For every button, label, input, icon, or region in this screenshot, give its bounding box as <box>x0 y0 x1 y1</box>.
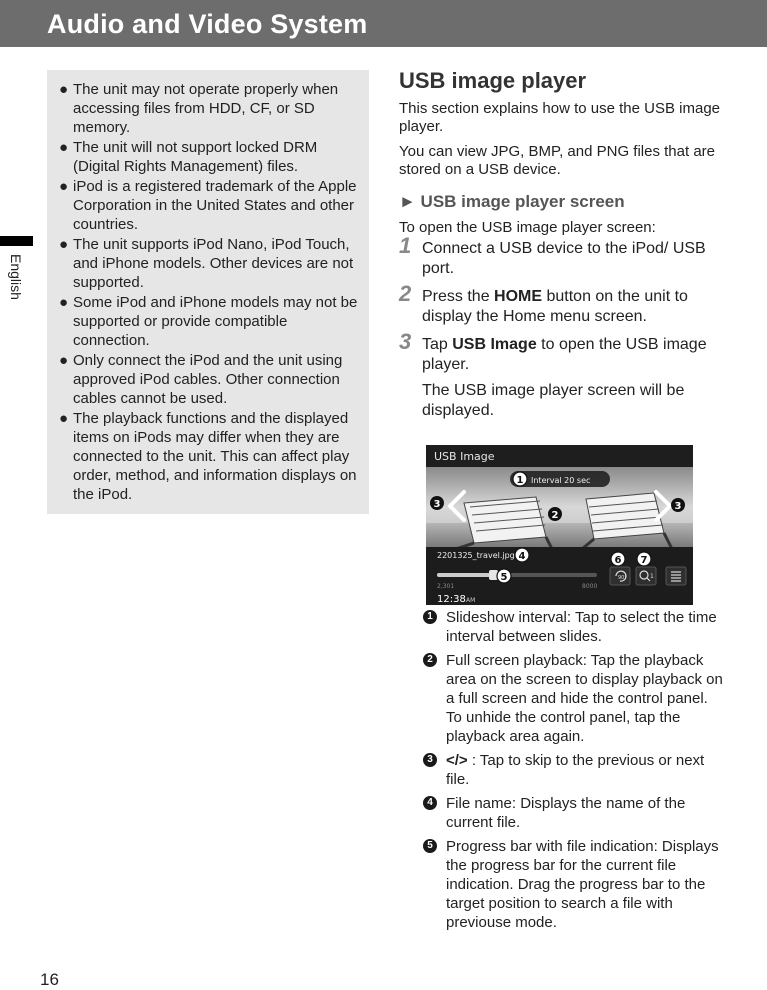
bullet-icon: ● <box>59 236 69 253</box>
clock-ampm: AM <box>466 597 476 604</box>
bullet-icon: ● <box>59 294 69 311</box>
side-tab-label: English <box>8 254 24 300</box>
zoom-label: 1 <box>650 573 654 580</box>
steps-lead: To open the USB image player screen: <box>399 219 656 236</box>
usb-image-screen-art <box>426 445 693 605</box>
interval-label: Interval 20 sec <box>531 476 591 485</box>
bullet-icon: ● <box>59 410 69 427</box>
step-1: 1 Connect a USB device to the iPod/ USB port. <box>399 233 706 277</box>
usb-image-screen <box>426 445 693 605</box>
callout-2 <box>548 507 562 521</box>
svg-text:6: 6 <box>614 555 622 566</box>
notes-list <box>47 70 369 504</box>
bullet-icon: ● <box>59 178 69 195</box>
screen-title: USB Image <box>434 450 495 463</box>
page-header-title: Audio and Video System <box>47 9 368 39</box>
legend-number-badge: 1 <box>423 610 437 624</box>
svg-text:7: 7 <box>640 555 648 566</box>
bullet-icon: ● <box>59 139 69 156</box>
legend-item: 3 </> : Tap to skip to the previous or next file. <box>423 751 723 789</box>
callout-6 <box>611 552 625 566</box>
legend-item: 5 Progress bar with file indication: Displays the progress bar for the current file indication. Drag the progress bar to the target position to search a file with previouse mode. <box>423 837 723 932</box>
step-number: 3 <box>399 329 412 354</box>
svg-text:3: 3 <box>674 501 682 512</box>
svg-text:2: 2 <box>551 510 559 521</box>
svg-text:5: 5 <box>500 572 508 583</box>
progress-start: 2,301 <box>437 583 455 590</box>
note-item: ● Only connect the iPod and the unit using approved iPod cables. Other connection cables cannot be used. <box>59 352 343 407</box>
step-3-result: The USB image player screen will be displayed. <box>422 382 685 419</box>
callout-legend <box>423 608 723 937</box>
step-number: 1 <box>399 233 412 258</box>
section-intro-formats: You can view JPG, BMP, and PNG files that are stored on a USB device. <box>399 143 715 178</box>
legend-item: 4 File name: Displays the name of the current file. <box>423 794 723 832</box>
note-item: ● The playback functions and the displayed items on iPods may differ when they are connected to the unit. This can affect play order, method, and information displays on the iPod. <box>59 410 357 503</box>
legend-number-badge: 2 <box>423 653 437 667</box>
callout-3-right <box>671 498 685 512</box>
bullet-icon: ● <box>59 352 69 369</box>
svg-text:3: 3 <box>433 499 441 510</box>
rotate-button[interactable] <box>610 567 630 585</box>
progress-fill <box>437 573 493 577</box>
callout-1 <box>513 472 527 486</box>
progress-end: 8000 <box>582 583 598 590</box>
note-item: ● The unit supports iPod Nano, iPod Touch, and iPhone models. Other devices are not supported. <box>59 236 354 291</box>
side-tab-marker <box>0 236 33 246</box>
step-2: 2 Press the HOME button on the unit to display the Home menu screen. <box>399 281 688 325</box>
file-name: 2201325_travel.jpg <box>437 551 515 560</box>
legend-number-badge: 4 <box>423 796 437 810</box>
bullet-icon: ● <box>59 81 69 98</box>
subsection-title: ► USB image player screen <box>399 192 625 211</box>
svg-text:1: 1 <box>516 475 524 486</box>
notes-box <box>47 70 369 514</box>
prev-next-chevrons-icon: </> <box>446 752 468 769</box>
legend-number-badge: 3 <box>423 753 437 767</box>
note-item: ● Some iPod and iPhone models may not be supported or provide compatible connection. <box>59 294 358 349</box>
legend-number-badge: 5 <box>423 839 437 853</box>
zoom-button[interactable] <box>636 567 656 585</box>
rotate-label: 90° <box>618 575 627 581</box>
callout-4 <box>515 548 529 562</box>
note-item: ● iPod is a registered trademark of the Apple Corporation in the United States and other countries. <box>59 178 357 233</box>
section-title: USB image player <box>399 68 587 93</box>
legend-item: 2 Full screen playback: Tap the playback area on the screen to display playback on a full screen and hide the control panel. To unhide the control panel, tap the playback area again. <box>423 651 723 746</box>
page-number: 16 <box>40 970 59 989</box>
usb-image-section <box>399 68 734 426</box>
section-intro: This section explains how to use the USB image player. <box>399 100 720 135</box>
callout-5 <box>497 569 511 583</box>
step-3: 3 Tap USB Image to open the USB image player. <box>399 329 707 373</box>
page-header <box>0 0 767 47</box>
legend-item: 1 Slideshow interval: Tap to select the time interval between slides. <box>423 608 723 646</box>
callout-3-left <box>430 496 444 510</box>
step-number: 2 <box>399 281 412 306</box>
svg-text:4: 4 <box>518 551 526 562</box>
clock: 12:38 <box>437 594 466 605</box>
note-item: ● The unit will not support locked DRM (Digital Rights Management) files. <box>59 139 318 175</box>
note-item: ● The unit may not operate properly when accessing files from HDD, CF, or SD memory. <box>59 81 339 136</box>
menu-button[interactable] <box>666 567 686 585</box>
callout-7 <box>637 552 651 566</box>
